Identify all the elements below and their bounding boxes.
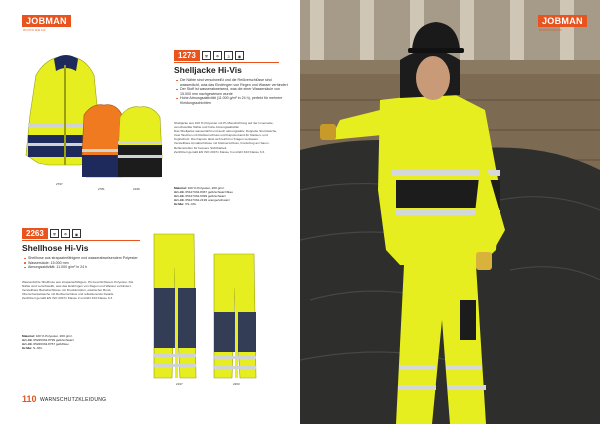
page-number: 110 <box>22 394 37 404</box>
jacket-feature-list <box>170 78 288 106</box>
certification-icon-1: ⛨ <box>202 51 211 60</box>
pants-yellow-blue-image <box>214 254 256 378</box>
certification-icon-2: ☂ <box>213 51 222 60</box>
pants-product-images <box>148 228 268 388</box>
jacket-spec-row: Größe: XS–3XL <box>174 202 197 207</box>
pants-feature: Wassersäule: 15.000 mm <box>24 261 146 266</box>
caption-pants-1: 2197 <box>176 382 183 386</box>
jacket-description-paragraph: Zertifiziert gemäß EN ISO 20471 Klasse 3 und EN 343 Klasse 3:3. <box>174 149 265 154</box>
certification-icon-6: ☂ <box>61 229 70 238</box>
pants-spec-row: Art.-Nr. 65226334-8767 gelb/blau <box>22 342 69 347</box>
jacket-spec-row: Art.-Nr. 65127334-8367 gelb/schwarz/blau <box>174 190 233 195</box>
pants-description-paragraph: Verstellbare Beinabschlüsse mit Druckknöpfen, elastischer Bund, Oberschenkeltasche mit Reißverschluss und reflektierende Details. <box>22 288 114 297</box>
caption-jacket-1: 2797 <box>56 182 63 186</box>
jacket-product-images <box>18 45 168 190</box>
pants-description-paragraph: Wasserdichte Shellhose aus strapazierfähigem, PU-beschichtetem Polyester. Die Nähte sind verschweißt, was das Eindringen von Regen und Wasser verhindert. <box>22 280 134 289</box>
jacket-feature: Hohe Atmungsaktivität (11.000 g/m² in 24 h), perfekt für mehrere Kleidungsschichten <box>176 96 288 105</box>
worker-photo <box>300 0 600 424</box>
certification-icon-7: ◉ <box>72 229 81 238</box>
pants-spec-row: Material: 100 % Polyester, 200 g/m². <box>22 334 73 338</box>
jacket-spec-row: Art.-Nr. 65127334-2199 orange/schwarz <box>174 198 230 203</box>
brand-logo: JOBMAN <box>22 15 71 27</box>
caption-pants-2: 2263 <box>233 382 240 386</box>
jacket-description-paragraph: Verstellbare Armabschlüsse mit Klettverschluss, Kordelzug am Saum. Reflexstreifen für bessere Sichtbarkeit. <box>174 141 270 150</box>
certification-icon-5: ⛨ <box>50 229 59 238</box>
jacket-description-paragraph: Shelljacke aus 100 % Polyester mit PU-Beschichtung auf der Innenseite, verschweißte Nähte und hohe Atmungsaktivität. <box>174 121 274 130</box>
jacket-spec-row: Material: 100 % Polyester, 200 g/m². <box>174 186 225 190</box>
catalog-right-page-photo <box>300 0 600 424</box>
jacket-orange-navy-image <box>82 105 124 177</box>
pants-divider <box>22 240 140 241</box>
pants-spec-row: Art.-Nr. 65226334-8799 gelb/schwarz <box>22 338 74 343</box>
certification-icon-3: 3 <box>224 51 233 60</box>
jacket-article-badge: 1273 <box>174 50 200 61</box>
pants-description-paragraph: Zertifiziert gemäß EN ISO 20471 Klasse 2 und EN 343 Klasse 3:3. <box>22 296 113 301</box>
jacket-description <box>174 121 284 154</box>
jacket-divider <box>174 62 279 63</box>
pants-specs <box>22 334 140 350</box>
jacket-feature: Der Stoff ist wasserabweisend, was die einer Wassersäule von 15.000 mm nachgewiesen wurde <box>176 87 288 96</box>
pants-feature: Shellhose aus strapazierfähigem und wasserabweisendem Polyester <box>24 256 146 261</box>
brand-tagline-right: WORKWEAR <box>539 28 563 32</box>
section-title: WARNSCHUTZKLEIDUNG <box>40 397 107 403</box>
jacket-title: Shelljacke Hi-Vis <box>174 65 242 75</box>
jacket-specs <box>174 186 284 206</box>
caption-jacket-3: 2199 <box>133 187 140 191</box>
certification-icon-4: ◉ <box>235 51 244 60</box>
jacket-description-paragraph: Das Shelljacke wasserdicht und auch atmungsaktiv. Doppelte Sturmlasche, zwei Taschen mit Reißverschluss und Kapuzenrand für Nacken- und Kopfschutz. Die Kapuze lässt sich leicht im Kragen verstauen. <box>174 129 278 142</box>
pants-yellow-navy-image <box>154 234 196 378</box>
jacket-yellow-black-image <box>118 107 162 177</box>
pants-feature: Atmungsaktivität: 11.000 g/m² in 24 h <box>24 265 146 270</box>
pants-article-badge: 2263 <box>22 228 48 239</box>
hard-hat-image <box>408 18 464 54</box>
brand-logo-right: JOBMAN <box>538 15 587 27</box>
jacket-feature: Die Nähte sind verschweißt und die Reißverschlüsse sind wasserdicht, was das Eindringen von Regen und Wasser verhindert <box>176 78 288 87</box>
pants-spec-row: Größe: S–3XL <box>22 346 43 351</box>
caption-jacket-2: 2781 <box>98 187 105 191</box>
pants-title: Shellhose Hi-Vis <box>22 243 89 253</box>
jacket-spec-row: Art.-Nr. 65127334-6399 gelb/schwarz <box>174 194 226 199</box>
brand-tagline: WORKWEAR <box>23 28 47 32</box>
pants-description <box>22 280 140 300</box>
pants-feature-list <box>18 256 146 270</box>
